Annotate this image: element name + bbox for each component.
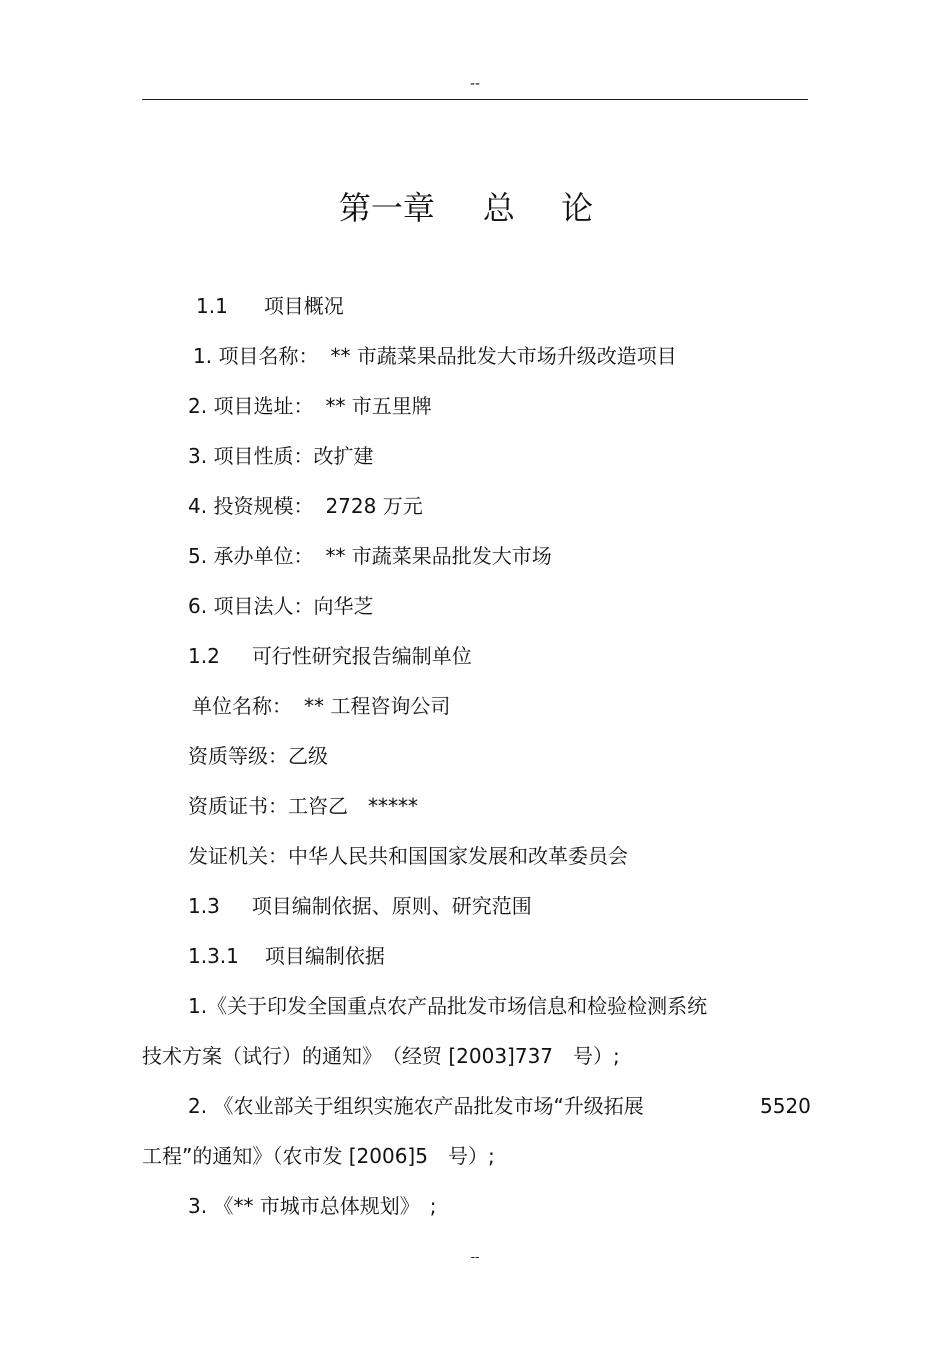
section-text: 项目编制依据、原则、研究范围: [251, 894, 532, 918]
item-label: 发证机关：: [188, 844, 288, 868]
section-text: 项目编制依据: [264, 944, 385, 968]
item-label: 4. 投资规模：: [188, 494, 314, 518]
section-number: 1.2: [188, 644, 220, 668]
basis-item-1-line-2: 技术方案（试行）的通知》 （经贸 [2003]737 号）;: [142, 1044, 620, 1068]
basis-item-2-number: 5520: [760, 1094, 811, 1118]
item-label: 5. 承办单位：: [188, 544, 314, 568]
item-label: 单位名称：: [192, 694, 292, 718]
chapter-title: [0, 186, 950, 230]
item-value: 改扩建: [313, 444, 374, 468]
header-mark: --: [469, 76, 481, 92]
basis-item-2-line-2: 工程”的通知》（农市发 [2006]5 号）;: [142, 1144, 495, 1168]
section-number: 1.3.1: [188, 944, 239, 968]
section-number: 1.1: [196, 294, 228, 318]
section-heading-1-1: [196, 292, 344, 320]
item-label: 资质证书：: [188, 794, 288, 818]
item-label: 1. 项目名称：: [193, 344, 319, 368]
item-value: ** 市蔬菜果品批发大市场升级改造项目: [330, 344, 677, 368]
basis-item-1-line-1: 1.《关于印发全国重点农产品批发市场信息和检验检测系统: [188, 994, 708, 1018]
chapter-number: 第一章: [338, 189, 435, 227]
item-label: 3. 项目性质：: [188, 444, 314, 468]
item-organizer: [188, 542, 552, 570]
item-value: ** 市五里牌: [325, 394, 432, 418]
section-number: 1.3: [188, 894, 220, 918]
unit-grade: [188, 742, 328, 770]
basis-item-3-line-1: 3. 《** 市城市总体规划》 ;: [188, 1194, 437, 1218]
item-project-nature: [188, 442, 373, 470]
item-value: 工咨乙 *****: [288, 794, 418, 818]
unit-issuer: [188, 842, 628, 870]
item-investment: [188, 492, 423, 520]
item-value: ** 工程咨询公司: [304, 694, 451, 718]
item-value: 中华人民共和国国家发展和改革委员会: [288, 844, 628, 868]
item-value: ** 市蔬菜果品批发大市场: [325, 544, 552, 568]
basis-item-2-line-1: 2. 《农业部关于组织实施农产品批发市场“升级拓展: [188, 1094, 644, 1118]
chapter-name: 总 论: [482, 189, 612, 227]
section-heading-1-2: [188, 642, 472, 670]
unit-certificate: [188, 792, 418, 820]
header-rule: [142, 99, 808, 100]
section-text: 可行性研究报告编制单位: [251, 644, 472, 668]
item-value: 乙级: [288, 744, 328, 768]
item-label: 资质等级：: [188, 744, 288, 768]
item-project-name: [193, 342, 677, 370]
item-value: 2728 万元: [325, 494, 423, 518]
item-legal-person: [188, 592, 373, 620]
section-heading-1-3: [188, 892, 532, 920]
item-label: 6. 项目法人：: [188, 594, 314, 618]
item-label: 2. 项目选址：: [188, 394, 314, 418]
unit-name: [192, 692, 450, 720]
item-project-site: [188, 392, 432, 420]
footer-mark: --: [470, 1250, 480, 1264]
section-text: 项目概况: [263, 294, 344, 318]
section-heading-1-3-1: [188, 942, 385, 970]
item-value: 向华芝: [313, 594, 374, 618]
